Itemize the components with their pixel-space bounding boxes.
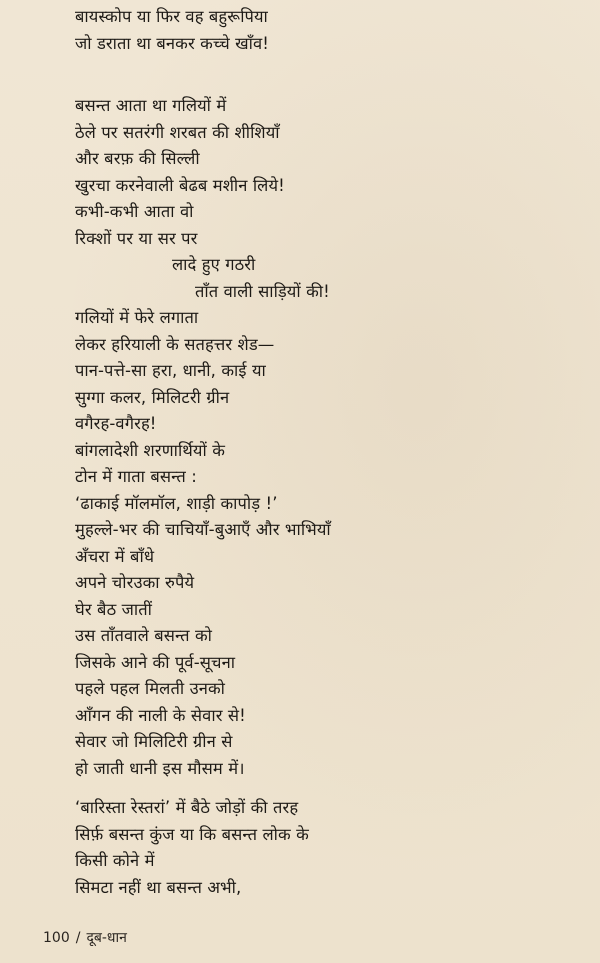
poem-line: पान-पत्ते-सा हरा, धानी, काई या [75,361,266,380]
poem-line: अँचरा में बाँधे [75,546,155,566]
poem-line: किसी कोने में [75,851,155,870]
poem-line: टोन में गाता बसन्त : [75,467,197,486]
poem-line: सिमटा नहीं था बसन्त अभी, [75,877,242,897]
poem-line: अपने चोरउका रुपैये [75,573,195,592]
poem-line-indented: ताँत वाली साड़ियों की! [195,281,330,301]
poem-line: ‘बारिस्ता रेस्तरां’ में बैठे जोड़ों की तरह [75,798,299,817]
poem-line: सुग्गा कलर, मिलिटरी ग्रीन [75,387,230,407]
poem-line: सेवार जो मिलिटिरी ग्रीन से [75,732,233,751]
stanza-1 [75,4,269,57]
poem-line: घेर बैठ जातीं [75,599,152,619]
poem-line: वगैरह-वगैरह! [75,414,157,433]
poem-line: आँगन की नाली के सेवार से! [75,705,246,725]
poem-line: गलियों में फेरे लगाता [75,308,199,327]
poem-line: पहले पहल मिलती उनको [75,679,226,698]
poem-line: जो डराता था बनकर कच्चे खाँव! [75,33,270,53]
poem-line: मुहल्ले-भर की चाचियाँ-बुआएँ और भाभियाँ [75,520,331,539]
poem-line: बसन्त आता था गलियों में [75,96,227,115]
book-title: दूब-धान [86,930,127,946]
poem-line: खुरचा करनेवाली बेढब मशीन लिये! [75,175,285,195]
poem-line: और बरफ़ की सिल्ली [75,149,200,168]
poem-line: हो जाती धानी इस मौसम में। [75,758,245,778]
stanza-2 [75,93,331,782]
poem-line: लेकर हरियाली के सतहत्तर शेड— [75,334,275,354]
poem-line: बांगलादेशी शरणार्थियों के [75,440,225,460]
poem-line: बायस्कोप या फिर वह बहुरूपिया [75,7,268,26]
poem-line: रिक्शों पर या सर पर [75,228,198,248]
poem-line: ‘ढाकाई मॉलमॉल, शाड़ी कापोड़ !’ [75,493,278,513]
page-number: 100 [43,930,70,946]
page-footer [43,928,127,947]
stanza-3 [75,795,309,901]
poem-line-indented: लादे हुए गठरी [172,255,256,274]
poem-line: कभी-कभी आता वो [75,202,194,221]
poem-line: ठेले पर सतरंगी शरबत की शीशियाँ [75,122,280,142]
poem-line: जिसके आने की पूर्व-सूचना [75,652,236,672]
poem-line: सिर्फ़ बसन्त कुंज या कि बसन्त लोक के [75,824,309,844]
footer-separator: / [75,930,81,946]
poem-line: उस ताँतवाले बसन्त को [75,626,213,645]
